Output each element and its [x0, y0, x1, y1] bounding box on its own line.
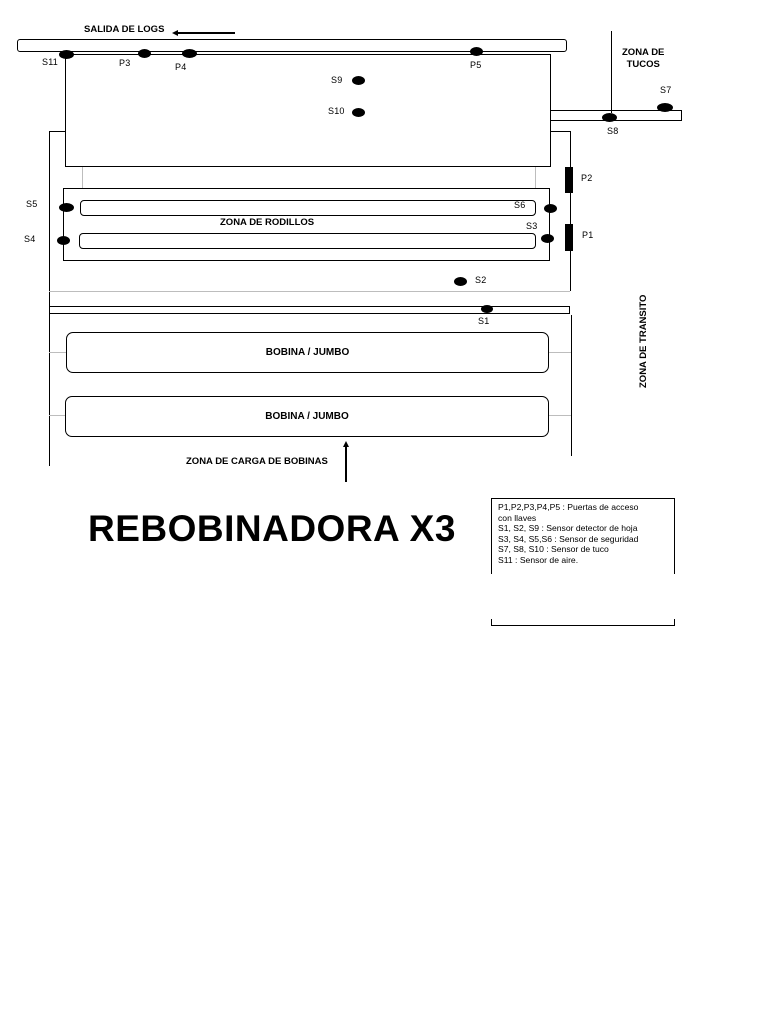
sensor-s10-icon [352, 108, 365, 117]
legend-line: S1, S2, S9 : Sensor detector de hoja [498, 523, 638, 534]
frame-top-left [49, 131, 65, 132]
frame-right-wall-lower [571, 315, 572, 456]
legend-line: S11 : Sensor de aire. [498, 554, 579, 565]
frame-guide-left [82, 166, 83, 188]
page-title: REBOBINADORA X3 [88, 508, 456, 549]
bobina-jumbo-1 [66, 332, 549, 373]
bobina-jumbo-2 [65, 396, 549, 437]
loading-arrowhead [343, 441, 349, 447]
sensor-s7-label: S7 [660, 85, 672, 95]
sensor-s4-label: S4 [24, 234, 36, 244]
rollers-zone-label: ZONA DE RODILLOS [220, 217, 315, 228]
sensor-s1-label: S1 [478, 316, 490, 326]
sensor-s6-icon [544, 204, 557, 213]
bobina1-guide-left [49, 352, 66, 353]
log-exit-arrow [178, 32, 235, 34]
legend-gap [490, 574, 676, 619]
tucos-label: ZONA DE TUCOS [622, 47, 665, 70]
sensor-s9-icon [352, 76, 365, 85]
legend-line: P1,P2,P3,P4,P5 : Puertas de acceso [498, 502, 639, 512]
sensor-s11-label: S11 [42, 57, 58, 67]
door-p2-icon [565, 167, 573, 193]
sensor-s8-label: S8 [607, 126, 619, 136]
sensor-s4-icon [57, 236, 70, 245]
bobina1-guide-right [548, 352, 571, 353]
loading-zone-label: ZONA DE CARGA DE BOBINAS [186, 456, 328, 467]
legend-text [498, 502, 670, 566]
sensor-s3-icon [541, 234, 554, 243]
door-p1-label: P1 [582, 230, 594, 240]
door-p4-label: P4 [175, 62, 187, 72]
roller-upper [80, 200, 536, 216]
transit-zone-label: ZONA DE TRANSITO [638, 294, 649, 388]
legend-line: S3, S4, S5,S6 : Sensor de seguridad [498, 533, 639, 544]
door-p1-icon [565, 224, 573, 251]
frame-guide-right [535, 166, 536, 188]
door-p5-label: P5 [470, 60, 482, 70]
sensor-s5-icon [59, 203, 74, 212]
bobina2-guide-right [548, 415, 571, 416]
sensor-s11-icon [59, 50, 74, 59]
log-exit-label: SALIDA DE LOGS [84, 24, 165, 35]
door-p4-icon [182, 49, 197, 58]
tucos-pointer [611, 31, 612, 113]
upper-machine-box [65, 54, 551, 167]
sensor-s9-label: S9 [331, 75, 343, 85]
bobina2-guide-left [49, 415, 65, 416]
bobina-jumbo-2-label: BOBINA / JUMBO [265, 411, 349, 422]
frame-right-wall [570, 131, 571, 291]
bobina-jumbo-1-label: BOBINA / JUMBO [265, 347, 350, 358]
loading-arrow [345, 446, 347, 482]
door-p3-icon [138, 49, 151, 58]
sensor-s2-icon [454, 277, 467, 286]
roller-lower [79, 233, 536, 249]
door-p3-label: P3 [119, 58, 131, 68]
legend-line: con llaves [498, 512, 537, 523]
log-exit-arrowhead [172, 30, 178, 36]
sensor-s5-label: S5 [26, 199, 38, 209]
sensor-s10-label: S10 [328, 106, 345, 116]
legend-box [491, 498, 675, 626]
sensor-s6-label: S6 [514, 200, 526, 210]
sensor-s1-icon [481, 305, 493, 313]
legend-line: S7, S8, S10 : Sensor de tuco [498, 544, 609, 555]
door-p2-label: P2 [581, 173, 593, 183]
door-p5-icon [470, 47, 483, 56]
log-exit-conveyor [17, 39, 567, 52]
sensor-s7-icon [657, 103, 673, 112]
sensor-s2-label: S2 [475, 275, 487, 285]
frame-divider [49, 291, 570, 292]
sensor-s8-icon [602, 113, 617, 122]
frame-top-right [550, 131, 570, 132]
sensor-s3-label: S3 [526, 221, 538, 231]
